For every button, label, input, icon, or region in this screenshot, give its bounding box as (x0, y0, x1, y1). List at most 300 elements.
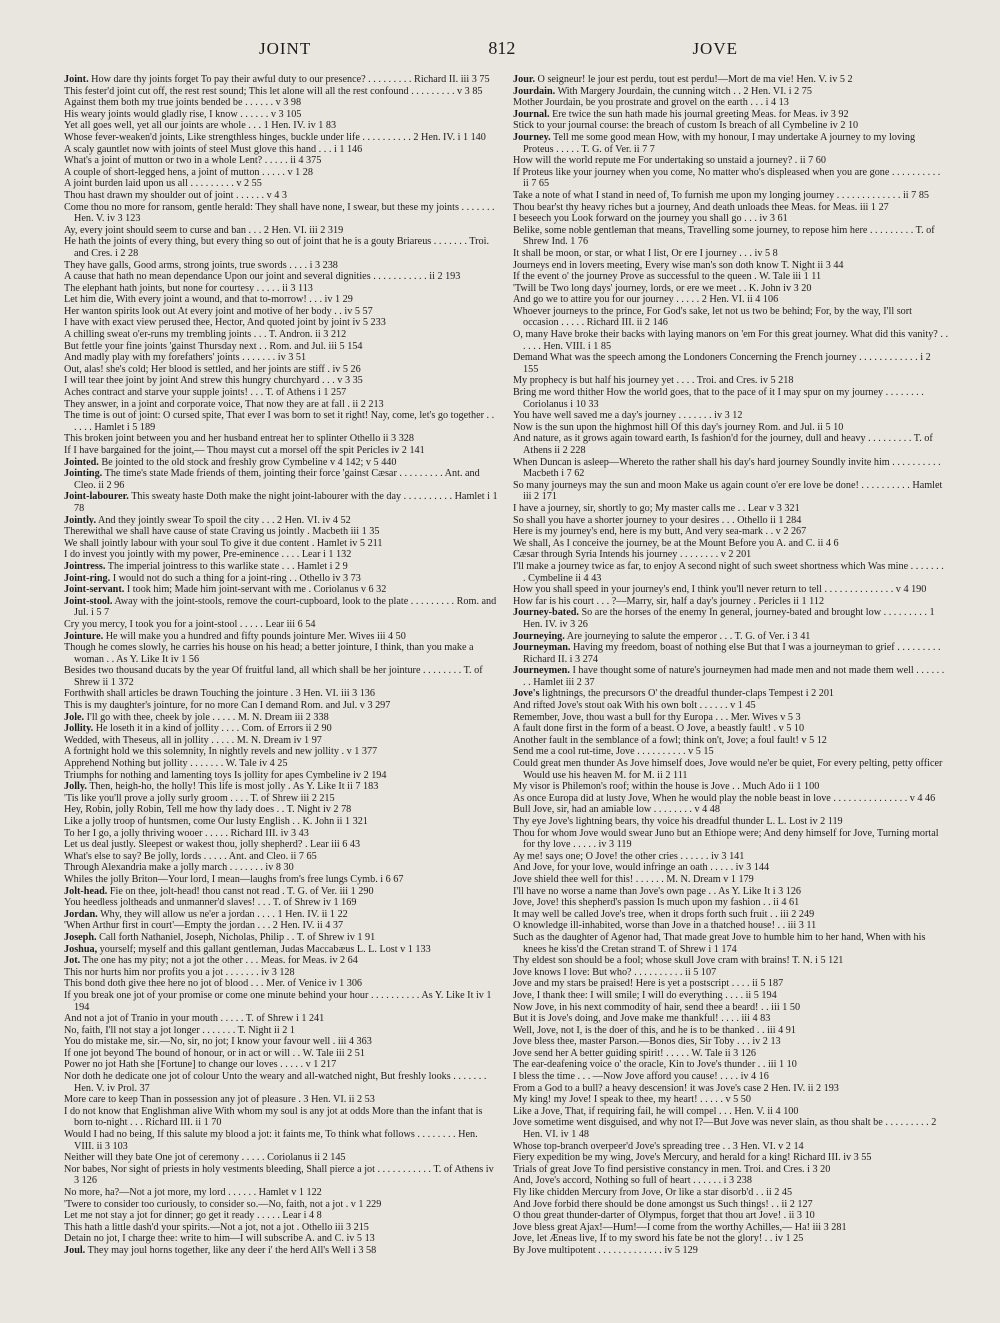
concordance-entry (513, 526, 948, 538)
entry-text: My prophecy is but half his journey yet . . . . Troi. and Cres. iv 5 218 (513, 375, 794, 387)
entry-text: lightnings, the precursors O' the dreadful thunder-claps Tempest i 2 201 (542, 688, 835, 700)
entry-text: Whose fever-weaken'd joints, Like strengthless hinges, buckle under life . . . . . . . . . . 2 Hen. IV. i 1 140 (64, 131, 486, 143)
entry-text: And madly play with my forefathers' joints . . . . . . . iv 3 51 (64, 352, 307, 364)
concordance-entry (64, 804, 499, 816)
entry-text: O seigneur! le jour est perdu, tout est perdu!—Mort de ma vie! Hen. V. iv 5 2 (537, 74, 853, 85)
entry-text: Take a note of what I stand in need of, To furnish me upon my longing journey . . . . . . . . . . . . . ii 7 85 (513, 189, 930, 201)
headword: Journal. (513, 108, 550, 120)
concordance-entry (513, 97, 948, 109)
concordance-entry (64, 526, 499, 538)
headword: Joint-servant. (64, 584, 125, 596)
entry-text: Stick to your journal course: the breach of custom Is breach of all Cymbeline iv 2 10 (513, 120, 859, 132)
concordance-entry (513, 1210, 948, 1222)
entry-text: Though he comes slowly, he carries his house on his head; a better jointure, I think, than you make a woman . . As Y. Like It iv 1 56 (64, 642, 474, 665)
entry-text: Jove sometime went disguised, and why not I?—But Jove was never slain, as thou shalt be . . . . . . . . . 2 Hen. VI. iv 1 48 (513, 1117, 937, 1141)
headword: Journeying. (513, 630, 565, 642)
concordance-entry (64, 445, 499, 457)
entry-text: Cry you mercy, I took you for a joint-stool . . . . . Lear iii 6 54 (64, 618, 316, 630)
concordance-entry (513, 480, 948, 503)
concordance-entry (513, 132, 948, 155)
concordance-entry (513, 631, 948, 643)
entry-text: He loseth it in a kind of jollity . . . . Com. of Errors ii 2 90 (95, 723, 332, 735)
concordance-entry (513, 584, 948, 596)
concordance-entry (513, 712, 948, 724)
entry-text: Nor doth he dedicate one jot of colour Unto the weary and all-watched night, But freshly looks . . . . . . . Hen. V. iv Prol. 37 (64, 1071, 487, 1094)
entry-text: Power no jot Hath she [Fortune] to change our loves . . . . . v 1 217 (64, 1059, 337, 1071)
entry-text: Be jointed to the old stock and freshly grow Cymbeline v 4 142; v 5 440 (101, 456, 397, 468)
entry-text: What's a joint of mutton or two in a whole Lent? . . . . . ii 4 375 (64, 155, 322, 167)
entry-text: They answer, in a joint and corporate voice, That now they are at fall . ii 2 213 (64, 398, 384, 410)
entry-text: To her I go, a jolly thriving wooer . . . . . Richard III. iv 3 43 (64, 827, 309, 839)
entry-text: yourself; myself and this gallant gentleman, Judas Maccabæus L. L. Lost v 1 133 (99, 943, 431, 955)
entry-text: Fiery expedition be my wing, Jove's Mercury, and herald for a king! Richard III. iv 3 55 (513, 1152, 872, 1164)
concordance-entry (64, 329, 499, 341)
entry-text: Come thou no more for ransom, gentle herald: They shall have none, I swear, but these my joints . . . . . . . Hen. V. iv 3 123 (64, 201, 495, 225)
entry-text: He hath the joints of every thing, but every thing so out of joint that he is a gouty Briareus . . . . . . . Troi. and Cres. i 2 28 (64, 236, 489, 259)
concordance-entry (64, 97, 499, 109)
concordance-entry (513, 723, 948, 735)
concordance-entry (64, 1036, 499, 1048)
entry-text: We shall, As I conceive the journey, be at the Mount Before you A. and C. ii 4 6 (513, 537, 839, 549)
left-column (64, 74, 499, 1257)
concordance-entry (64, 1129, 499, 1152)
concordance-entry (513, 294, 948, 306)
entry-text: But fettle your fine joints 'gainst Thursday next . . Rom. and Jul. iii 5 154 (64, 340, 363, 352)
entry-text: Let him die, With every joint a wound, and that to-morrow! . . . iv 1 29 (64, 294, 353, 306)
headword: Jollity. (64, 723, 94, 735)
concordance-entry (64, 1059, 499, 1071)
headword: Joint-stool. (64, 595, 113, 607)
entry-text: His weary joints would gladly rise, I know . . . . . . v 3 105 (64, 108, 302, 120)
concordance-entry (513, 607, 948, 630)
concordance-entry (64, 770, 499, 782)
concordance-entry (513, 190, 948, 202)
entry-text: Thou for whom Jove would swear Juno but an Ethiope were; And deny himself for Jove, Turning mortal for thy love . . . . . iv 3 119 (513, 827, 939, 851)
concordance-entry (513, 596, 948, 608)
concordance-entry (64, 1013, 499, 1025)
concordance-entry (513, 920, 948, 932)
entry-text: You do mistake me, sir.—No, sir, no jot; I know your favour well . iii 4 363 (64, 1036, 372, 1048)
entry-text: By Jove multipotent . . . . . . . . . . . . . iv 5 129 (513, 1244, 698, 1256)
entry-text: 'Tis like you'll prove a jolly surly groom . . . . T. of Shrew iii 2 215 (64, 792, 335, 804)
entry-text: Are journeying to salute the emperor . . . T. G. of Ver. i 3 41 (566, 630, 811, 642)
entry-text: Like a Jove, That, if requiring fail, he will compel . . . Hen. V. ii 4 100 (513, 1105, 799, 1117)
entry-text: The time's state Made friends of them, jointing their force 'gainst Cæsar . . . . . . . . . Ant. and Cleo. ii 2 96 (74, 468, 480, 491)
concordance-entry (64, 573, 499, 585)
concordance-entry (64, 1233, 499, 1245)
concordance-entry (64, 851, 499, 863)
entry-text: Trials of great Jove To find persistive constancy in men. Troi. and Cres. i 3 20 (513, 1163, 831, 1175)
concordance-entry (513, 329, 948, 352)
concordance-entry (513, 1106, 948, 1118)
concordance-entry (64, 132, 499, 144)
concordance-entry (64, 271, 499, 283)
entry-text: A couple of short-legged hens, a joint of mutton . . . . . v 1 28 (64, 166, 313, 178)
concordance-entry (64, 584, 499, 596)
concordance-entry (64, 920, 499, 932)
entry-text: And not a jot of Tranio in your mouth . . . . . T. of Shrew i 1 241 (64, 1013, 325, 1025)
entry-text: Mother Jourdain, be you prostrate and grovel on the earth . . . i 4 13 (513, 97, 789, 109)
entry-text: This sweaty haste Doth make the night joint-labourer with the day . . . . . . . . . . Hamlet i 1 78 (74, 491, 498, 514)
concordance-entry (64, 155, 499, 167)
entry-text: Out, alas! she's cold; Her blood is settled, and her joints are stiff . iv 5 26 (64, 363, 361, 375)
concordance-entry (513, 1025, 948, 1037)
concordance-entry (64, 932, 499, 944)
concordance-entry (64, 457, 499, 469)
concordance-entry (513, 86, 948, 98)
entry-text: Jove send her A better guiding spirit! . . . . . W. Tale ii 3 126 (513, 1047, 757, 1059)
entry-text: This is my daughter's jointure, for no more Can I demand Rom. and Jul. v 3 297 (64, 700, 391, 712)
headword: Journey-bated. (513, 607, 579, 619)
running-header (64, 38, 948, 74)
concordance-entry (513, 955, 948, 967)
entry-text: Well, Jove, not I, is the doer of this, and he is to be thanked . . iii 4 91 (513, 1024, 796, 1036)
entry-text: Like a jolly troop of huntsmen, come Our lusty English . . K. John ii 1 321 (64, 816, 368, 827)
concordance-entry (513, 862, 948, 874)
entry-text: Jove and my stars be praised! Here is yet a postscript . . . . ii 5 187 (513, 978, 784, 990)
entry-text: I beseech you Look forward on the journey you shall go . . . iv 3 61 (513, 213, 788, 225)
entry-text: I'll go with thee, cheek by jole . . . . . M. N. Dream iii 2 338 (86, 711, 329, 723)
entry-text: A fault done first in the form of a beast. O Jove, a beastly fault! . v 5 10 (513, 723, 805, 735)
concordance-entry (513, 538, 948, 550)
concordance-entry (64, 967, 499, 979)
concordance-entry (513, 202, 948, 214)
headword: Joseph. (64, 931, 97, 943)
entry-text: I have a journey, sir, shortly to go; My master calls me . . Lear v 3 321 (513, 502, 800, 514)
concordance-entry (64, 874, 499, 886)
entry-text: O knowledge ill-inhabited, worse than Jove in a thatched house! . . iii 3 11 (513, 920, 817, 932)
entry-text: Let us deal justly. Sleepest or wakest thou, jolly shepherd? . Lear iii 6 43 (64, 839, 361, 851)
entry-text: It shall be moon, or star, or what I list, Or ere I journey . . . iv 5 8 (513, 247, 778, 259)
concordance-entry (64, 144, 499, 156)
concordance-entry (64, 538, 499, 550)
entry-text: This fester'd joint cut off, the rest rest sound; This let alone will all the rest confound . . . . . . . . . v 3 85 (64, 85, 483, 97)
entry-text: Jove, I thank thee: I will smile; I will do everything . . . . ii 5 194 (513, 989, 777, 1001)
concordance-entry (513, 433, 948, 456)
concordance-entry (64, 631, 499, 643)
headword: Joint-ring. (64, 572, 111, 584)
entry-text: Now is the sun upon the highmost hill Of this day's journey Rom. and Jul. ii 5 10 (513, 421, 844, 433)
entry-text: Besides two thousand ducats by the year Of fruitful land, all which shall be her jointure . . . . . . . . T. of Shrew ii 1 372 (64, 665, 483, 688)
concordance-entry (513, 1094, 948, 1106)
entry-text: Triumphs for nothing and lamenting toys Is jollity for apes Cymbeline iv 2 194 (64, 769, 387, 781)
entry-text: This broken joint between you and her husband entreat her to splinter Othello ii 3 328 (64, 433, 414, 445)
entry-text: He will make you a hundred and fifty pounds jointure Mer. Wives iii 4 50 (105, 630, 406, 642)
concordance-entry (64, 1164, 499, 1187)
concordance-entry (64, 897, 499, 909)
headword: Jot. (64, 955, 81, 967)
concordance-entry (513, 1233, 948, 1245)
concordance-entry (64, 410, 499, 433)
entry-text: I'll make a journey twice as far, to enjoy A second night of such sweet shortness which Was mine . . . . . . . . Cymbeline ii 4 43 (513, 560, 944, 584)
concordance-entry (513, 828, 948, 851)
entry-text: Cæsar through Syria Intends his journey . . . . . . . . v 2 201 (513, 549, 752, 561)
headword: Jolly. (64, 781, 87, 793)
concordance-entry (513, 909, 948, 921)
concordance-entry (64, 375, 499, 387)
concordance-entry (513, 1164, 948, 1176)
concordance-entry (64, 781, 499, 793)
concordance-entry (513, 1152, 948, 1164)
concordance-entry (64, 1199, 499, 1211)
concordance-entry (64, 294, 499, 306)
concordance-entry (513, 457, 948, 480)
concordance-entry (513, 225, 948, 248)
entry-text: Therewithal we shall have cause of state Craving us jointly . Macbeth iii 1 35 (64, 526, 380, 538)
entry-text: It may well be called Jove's tree, when it drops forth such fruit . . iii 2 249 (513, 908, 815, 920)
entry-text: And rifted Jove's stout oak With his own bolt . . . . . . v 1 45 (513, 700, 756, 712)
entry-text: I took him; Made him joint-servant with me . Coriolanus v 6 32 (126, 584, 387, 596)
entry-text: So shall you have a shorter journey to your desires . . . Othello ii 1 284 (513, 514, 802, 526)
entry-text: Wedded, with Theseus, all in jollity . . . . . M. N. Dream iv 1 97 (64, 734, 322, 746)
concordance-entry (64, 1152, 499, 1164)
entry-text: From a God to a bull? a heavy descension! it was Jove's case 2 Hen. IV. ii 2 193 (513, 1082, 839, 1094)
entry-text: Against them both my true joints bended be . . . . . . v 3 98 (64, 97, 302, 109)
entry-text: When Duncan is asleep—Whereto the rather shall his day's hard journey Soundly invite him . . . . . . . . . . Macbeth i 7 62 (513, 456, 941, 480)
concordance-entry (513, 283, 948, 295)
entry-text: Jove, let Æneas live, If to my sword his fate be not the glory! . . iv 1 25 (513, 1233, 804, 1245)
entry-text: I bless the time . . . —Now Jove afford you cause! . . . . iv 4 16 (513, 1071, 769, 1083)
concordance-entry (513, 665, 948, 688)
entry-text: Her wanton spirits look out At every joint and motive of her body . . iv 5 57 (64, 305, 373, 317)
entry-text: Now Jove, in his next commodity of hair, send thee a beard! . . iii 1 50 (513, 1001, 801, 1013)
entry-text: Yet all goes well, yet all our joints are whole . . . 1 Hen. IV. iv 1 83 (64, 120, 337, 132)
entry-text: Thy eye Jove's lightning bears, thy voice his dreadful thunder L. L. Lost iv 2 119 (513, 816, 843, 827)
concordance-entry (513, 1187, 948, 1199)
concordance-entry (513, 700, 948, 712)
entry-text: Having my freedom, boast of nothing else But that I was a journeyman to grief . . . . . . . . . Richard II. i 3 274 (523, 642, 941, 665)
entry-text: Aches contract and starve your supple joints! . . . T. of Athens i 1 257 (64, 387, 347, 399)
entry-text: Thy eldest son should be a fool; whose skull Jove cram with brains! T. N. i 5 121 (513, 955, 844, 967)
entry-text: This nor hurts him nor profits you a jot . . . . . . . iv 3 128 (64, 966, 295, 978)
concordance-entry (64, 1025, 499, 1037)
concordance-entry (513, 549, 948, 561)
entry-text: So many journeys may the sun and moon Make us again count o'er ere love be done! . . . . . . . . . . Hamlet iii 2 171 (513, 479, 943, 503)
headword: Jointly. (64, 514, 96, 526)
entry-text: I will tear thee joint by joint And strew this hungry churchyard . . . v 3 35 (64, 375, 363, 387)
entry-text: Through Alexandria make a jolly march . . . . . . . iv 8 30 (64, 862, 294, 874)
entry-text: I have with exact view perused thee, Hector, And quoted joint by joint iv 5 233 (64, 317, 386, 329)
concordance-entry (64, 306, 499, 318)
concordance-entry (64, 816, 499, 828)
headword: Joint. (64, 74, 89, 85)
concordance-entry (64, 341, 499, 353)
concordance-entry (513, 1117, 948, 1140)
headword: Jour. (513, 74, 535, 85)
concordance-entry (513, 1083, 948, 1095)
entry-text: And Jove forbid there should be done amongst us Such things! . . ii 2 127 (513, 1198, 813, 1210)
entry-text: Another fault in the semblance of a fowl; think on't, Jove; a foul fault! v 5 12 (513, 734, 827, 746)
concordance-entry (64, 433, 499, 445)
concordance-entry (64, 283, 499, 295)
concordance-entry (513, 990, 948, 1002)
concordance-entry (513, 688, 948, 700)
entry-text: The one has my pity; not a jot the other . . . Meas. for Meas. iv 2 64 (82, 955, 358, 967)
entry-text: Hey, Robin, jolly Robin, Tell me how thy lady does . . T. Night iv 2 78 (64, 804, 352, 816)
concordance-entry (513, 1013, 948, 1025)
entry-text: And, Jove's accord, Nothing so full of heart . . . . . . i 3 238 (513, 1175, 752, 1187)
concordance-entry (64, 190, 499, 202)
concordance-entry (513, 410, 948, 422)
concordance-entry (64, 746, 499, 758)
entry-text: Nor babes, Nor sight of priests in holy vestments bleeding, Shall pierce a jot . . . . . . . . . . . T. of Athens iv 3 126 (64, 1163, 494, 1187)
concordance-entry (64, 1048, 499, 1060)
headword: Jolt-head. (64, 885, 108, 897)
entry-text: And Jove, for your love, would infringe an oath . . . . . iv 3 144 (513, 862, 770, 874)
concordance-entry (513, 874, 948, 886)
concordance-entry (513, 886, 948, 898)
concordance-entry (513, 1175, 948, 1187)
columns (64, 74, 948, 1257)
entry-text: With Margery Jourdain, the cunning witch . . 2 Hen. VI. i 2 75 (557, 85, 812, 97)
entry-text: How you shall speed in your journey's end, I think you'll never return to tell . . . . . . . . . . . . . . v 4 190 (513, 584, 927, 596)
entry-text: This bond doth give thee here no jot of blood . . . Mer. of Venice iv 1 306 (64, 978, 363, 990)
entry-text: Apprehend Nothing but jollity . . . . . . . W. Tale iv 4 25 (64, 758, 288, 770)
entry-text: The ear-deafening voice o' the oracle, Kin to Jove's thunder . . iii 1 10 (513, 1059, 797, 1071)
entry-text: So are the horses of the enemy In general, journey-bated and brought low . . . . . . . . . 1 Hen. IV. iv 3 26 (523, 607, 935, 630)
concordance-entry (64, 225, 499, 237)
concordance-entry (64, 364, 499, 376)
concordance-entry (64, 178, 499, 190)
entry-text: But it is Jove's doing, and Jove make me thankful! . . . . iii 4 83 (513, 1013, 771, 1025)
entry-text: Bull Jove, sir, had an amiable low . . . . . . . . v 4 48 (513, 804, 720, 816)
entry-text: Here is my journey's end, here is my butt, And very sea-mark . . v 2 267 (513, 526, 807, 538)
entry-text: Whiles the jolly Briton—Your lord, I mean—laughs from's free lungs Cymb. i 6 67 (64, 873, 404, 885)
concordance-entry (513, 1199, 948, 1211)
concordance-entry (64, 944, 499, 956)
headword: Joshua, (64, 943, 98, 955)
entry-text: And nature, as it grows again toward earth, Is fashion'd for the journey, dull and heavy . . . . . . . . . T. of Athens ii 2 228 (513, 433, 933, 456)
header-right-word: JOVE (692, 39, 738, 58)
entry-text: They have galls, Good arms, strong joints, true swords . . . . i 3 238 (64, 259, 338, 271)
entry-text: Remember, Jove, thou wast a bull for thy Europa . . . Mer. Wives v 5 3 (513, 711, 801, 723)
entry-text: I'll have no worse a name than Jove's own page . . As Y. Like It i 3 126 (513, 885, 802, 897)
headword: Journey. (513, 131, 551, 143)
entry-text: Such as the daughter of Agenor had, That made great Jove to humble him to her hand, When with his knees he kiss'd the Cretan strand T. of Shrew i 1 174 (513, 931, 926, 955)
concordance-entry (64, 642, 499, 665)
concordance-entry (64, 561, 499, 573)
entry-text: Jove knows I love: But who? . . . . . . . . . . ii 5 107 (513, 966, 717, 978)
concordance-entry (513, 793, 948, 805)
concordance-entry (64, 700, 499, 712)
headword: Jole. (64, 711, 85, 723)
entry-text: Call forth Nathaniel, Joseph, Nicholas, Philip . . T. of Shrew iv 1 91 (99, 931, 376, 943)
concordance-entry (64, 167, 499, 179)
concordance-entry (513, 167, 948, 190)
entry-text: Then, heigh-ho, the holly! This life is most jolly . As Y. Like It ii 7 183 (89, 781, 379, 793)
concordance-entry (64, 862, 499, 874)
entry-text: The imperial jointress to this warlike state . . . Hamlet i 2 9 (107, 560, 348, 572)
concordance-entry (513, 967, 948, 979)
concordance-entry (513, 735, 948, 747)
entry-text: My visor is Philemon's roof; within the house is Jove . . Much Ado ii 1 100 (513, 781, 820, 793)
concordance-entry (64, 515, 499, 527)
entry-text: This hath a little dash'd your spirits.—Not a jot, not a jot . Othello iii 3 215 (64, 1221, 369, 1233)
entry-text: If you break one jot of your promise or come one minute behind your hour . . . . . . . . . . As Y. Like It iv 1 194 (64, 989, 492, 1013)
concordance-entry (64, 317, 499, 329)
concordance-entry (513, 642, 948, 665)
entry-text: Ere twice the sun hath made his journal greeting Meas. for Meas. iv 3 92 (552, 108, 849, 120)
entry-text: No more, ha?—Not a jot more, my lord . . . . . . Hamlet v 1 122 (64, 1187, 322, 1198)
concordance-entry (64, 1210, 499, 1222)
concordance-entry (513, 897, 948, 909)
concordance-entry (513, 1002, 948, 1014)
concordance-entry (64, 86, 499, 98)
concordance-entry (64, 202, 499, 225)
entry-text: 'When Arthur first in court'—Empty the jordan . . . 2 Hen. IV. ii 4 37 (64, 920, 344, 932)
concordance-entry (513, 120, 948, 132)
headword: Jointed. (64, 456, 99, 468)
entry-text: Jove bless great Ajax!—Hum!—I come from the worthy Achilles,— Ha! iii 3 281 (513, 1221, 847, 1233)
concordance-entry (513, 271, 948, 283)
concordance-entry (64, 1222, 499, 1234)
entry-text: Fly like chidden Mercury from Jove, Or like a star disorb'd . . ii 2 45 (513, 1187, 793, 1198)
concordance-entry (64, 619, 499, 631)
entry-text: I would not do such a thing for a joint-ring . . Othello iv 3 73 (112, 572, 361, 584)
entry-text: If Proteus like your journey when you come, No matter who's displeased when you are gone . . . . . . . . . . ii 7 65 (513, 166, 941, 190)
entry-text: More care to keep Than in possession any jot of pleasure . 3 Hen. VI. ii 2 53 (64, 1094, 375, 1106)
concordance-entry (64, 909, 499, 921)
entry-text: I do invest you jointly with my power, Pre-eminence . . . . Lear i 1 132 (64, 549, 352, 561)
entry-text: And go we to attire you for our journey . . . . . 2 Hen. VI. ii 4 106 (513, 294, 779, 306)
entry-text: Forthwith shall articles be drawn Touching the jointure . 3 Hen. VI. iii 3 136 (64, 688, 375, 700)
concordance-entry (513, 1036, 948, 1048)
concordance-entry (513, 851, 948, 863)
concordance-entry (64, 1094, 499, 1106)
concordance-entry (64, 549, 499, 561)
entry-text: Away with the joint-stools, remove the court-cupboard, look to the plate . . . . . . . . . Rom. and Jul. i 5 7 (74, 595, 497, 619)
concordance-entry (64, 828, 499, 840)
concordance-entry (64, 990, 499, 1013)
entry-text: Send me a cool rut-time, Jove . . . . . . . . . . v 5 15 (513, 746, 714, 758)
entry-text: Detain no jot, I charge thee: write to him—I will subscribe A. and C. iv 5 13 (64, 1233, 375, 1245)
entry-text: How dare thy joints forget To pay their awful duty to our presence? . . . . . . . . . Richard II. iii 3 75 (91, 74, 490, 85)
concordance-entry (513, 248, 948, 260)
concordance-entry (513, 74, 948, 86)
concordance-entry (64, 596, 499, 619)
entry-text: Journeys end in lovers meeting, Every wise man's son doth know T. Night ii 3 44 (513, 259, 844, 271)
entry-text: O thou great thunder-darter of Olympus, forget that thou art Jove! . ii 3 10 (513, 1210, 815, 1222)
entry-text: The elephant hath joints, but none for courtesy . . . . . ii 3 113 (64, 282, 313, 294)
concordance-entry (513, 781, 948, 793)
right-column (513, 74, 948, 1257)
entry-text: Why, they will allow us ne'er a jordan . . . . 1 Hen. IV. ii 1 22 (100, 908, 348, 920)
entry-text: Fie on thee, jolt-head! thou canst not read . T. G. of Ver. iii 1 290 (109, 885, 374, 897)
entry-text: Would I had no being, If this salute my blood a jot: it faints me, To think what follows . . . . . . . . Hen. VIII. ii 3 103 (64, 1129, 478, 1152)
entry-text: 'Twill be Two long days' journey, lords, or ere we meet . . K. John iv 3 20 (513, 282, 812, 294)
headword: Joul. (64, 1244, 86, 1256)
entry-text: Whoever journeys to the prince, For God's sake, let not us two be behind; For, by the way, I'll sort occasion . . . . . Richard III. ii 2 146 (513, 305, 912, 329)
entry-text: A fortnight hold we this solemnity, In nightly revels and new jollity . v 1 377 (64, 746, 378, 758)
entry-text: Whose top-branch overpeer'd Jove's spreading tree . . 3 Hen. VI. v 2 14 (513, 1140, 804, 1152)
concordance-entry (64, 387, 499, 399)
concordance-entry (513, 503, 948, 515)
entry-text: You have well saved me a day's journey . . . . . . . iv 3 12 (513, 410, 743, 422)
entry-text: A scaly gauntlet now with joints of steel Must glove this hand . . . i 1 146 (64, 143, 363, 155)
concordance-entry (64, 120, 499, 132)
entry-text: A chilling sweat o'er-runs my trembling joints . . . T. Andron. ii 3 212 (64, 329, 347, 341)
entry-text: We shall jointly labour with your soul To give it due content . Hamlet iv 5 211 (64, 537, 383, 549)
concordance-entry (513, 816, 948, 828)
entry-text: Could great men thunder As Jove himself does, Jove would ne'er be quiet, For every pelting, petty officer Would use his heaven M. for M. ii 2 111 (513, 758, 943, 781)
concordance-entry (513, 978, 948, 990)
concordance-entry (64, 352, 499, 364)
entry-text: Belike, some noble gentleman that means, Travelling some journey, to repose him here . . . . . . . . . T. of Shrew Ind. 1 76 (513, 224, 935, 248)
entry-text: Let me not stay a jot for dinner; go get it ready . . . . . Lear i 4 8 (64, 1210, 322, 1222)
entry-text: Tell me some good mean How, with my honour, I may undertake A journey to my loving Proteus . . . . . T. G. of Ver. ii 7 7 (523, 131, 916, 155)
concordance-entry (64, 109, 499, 121)
entry-text: A joint burden laid upon us all . . . . . . . . . v 2 55 (64, 178, 262, 190)
